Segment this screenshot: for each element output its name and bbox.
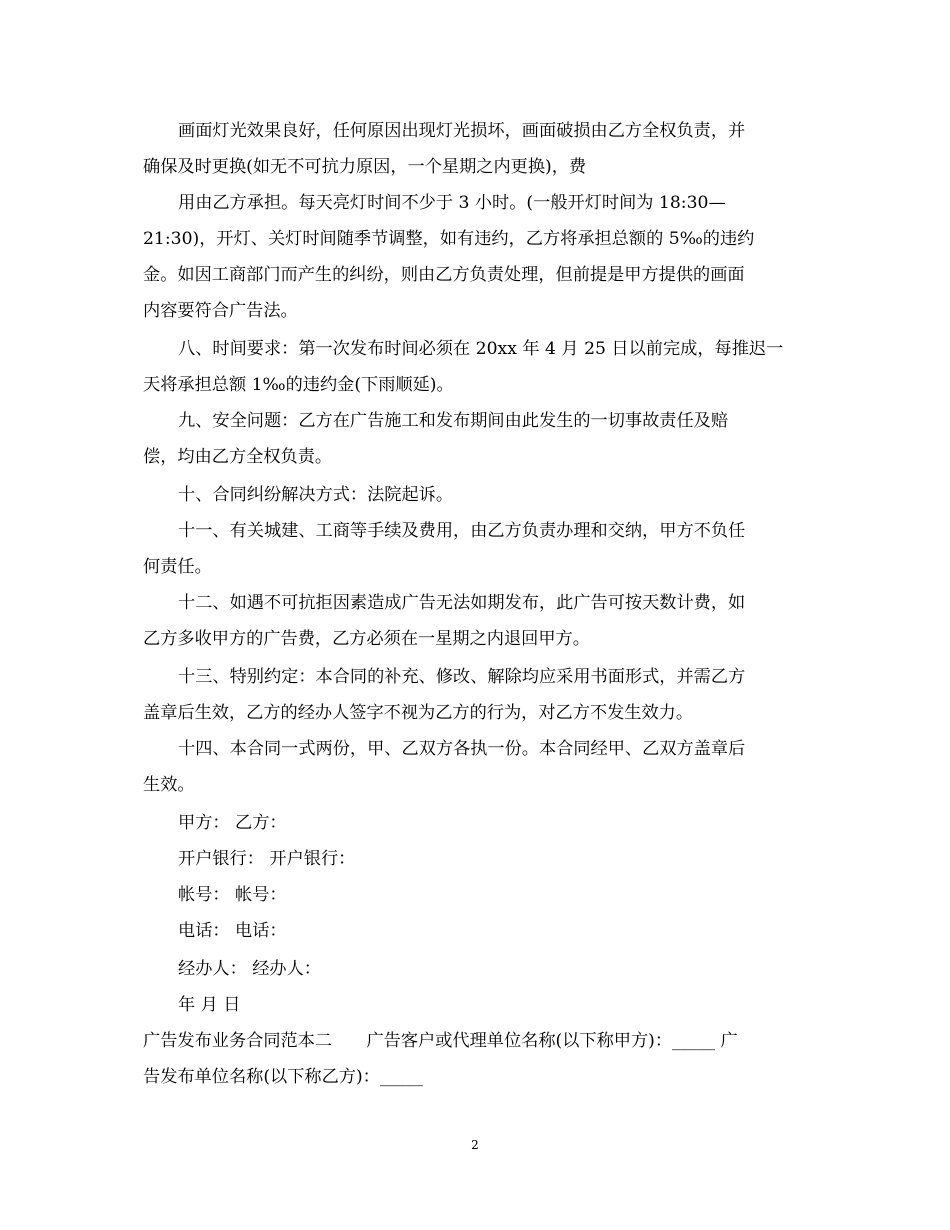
bank-line: 开户银行： 开户银行： — [178, 849, 356, 869]
clause-13-line: 盖章后生效，乙方的经办人签字不视为乙方的行为，对乙方不发生效力。 — [143, 703, 694, 723]
clause-8-line: 天将承担总额 1‰的违约金(下雨顺延)。 — [143, 375, 454, 395]
clause-12-line: 十二、如遇不可抗拒因素造成广告无法如期发布，此广告可按天数计费，如 — [178, 593, 746, 613]
date-line: 年 月 日 — [178, 995, 241, 1015]
paragraph-line: 画面灯光效果良好，任何原因出现灯光损坏，画面破损由乙方全权负责，并 — [178, 121, 746, 141]
agent-line: 经办人： 经办人： — [178, 959, 321, 979]
account-line: 帐号： 帐号： — [178, 885, 287, 905]
second-contract-line: 告发布单位名称(以下称乙方)：_____ — [143, 1067, 423, 1087]
clause-14-line: 生效。 — [143, 775, 195, 795]
clause-11-line: 十一、有关城建、工商等手续及费用，由乙方负责办理和交纳，甲方不负任 — [178, 521, 746, 541]
paragraph-line: 用由乙方承担。每天亮灯时间不少于 3 小时。(一般开灯时间为 18:30— — [178, 193, 726, 213]
paragraph-line: 确保及时更换(如无不可抗力原因，一个星期之内更换)，费 — [143, 157, 587, 177]
party-names-line: 甲方： 乙方： — [178, 813, 287, 833]
phone-line: 电话： 电话： — [178, 921, 287, 941]
clause-12-line: 乙方多收甲方的广告费，乙方必须在一星期之内退回甲方。 — [143, 629, 590, 649]
clause-8-line: 八、时间要求：第一次发布时间必须在 20xx 年 4 月 25 日以前完成，每推迟一 — [178, 339, 784, 359]
clause-10-line: 十、合同纠纷解决方式：法院起诉。 — [178, 485, 454, 505]
paragraph-line: 21:30)，开灯、关灯时间随季节调整，如有违约，乙方将承担总额的 5‰的违约 — [143, 229, 755, 249]
second-contract-line: 广告发布业务合同范本二 广告客户或代理单位名称(以下称甲方)：_____ 广 — [143, 1031, 738, 1051]
clause-14-line: 十四、本合同一式两份，甲、乙双方各执一份。本合同经甲、乙双方盖章后 — [178, 739, 746, 759]
page-number: 2 — [471, 1138, 479, 1152]
clause-13-line: 十三、特别约定：本合同的补充、修改、解除均应采用书面形式，并需乙方 — [178, 667, 746, 687]
clause-9-line: 九、安全问题：乙方在广告施工和发布期间由此发生的一切事故责任及赔 — [178, 411, 729, 431]
paragraph-line: 金。如因工商部门而产生的纠纷，则由乙方负责处理，但前提是甲方提供的画面 — [143, 265, 745, 285]
clause-11-line: 何责任。 — [143, 557, 212, 577]
clause-9-line: 偿，均由乙方全权负责。 — [143, 447, 333, 467]
paragraph-line: 内容要符合广告法。 — [143, 301, 298, 321]
